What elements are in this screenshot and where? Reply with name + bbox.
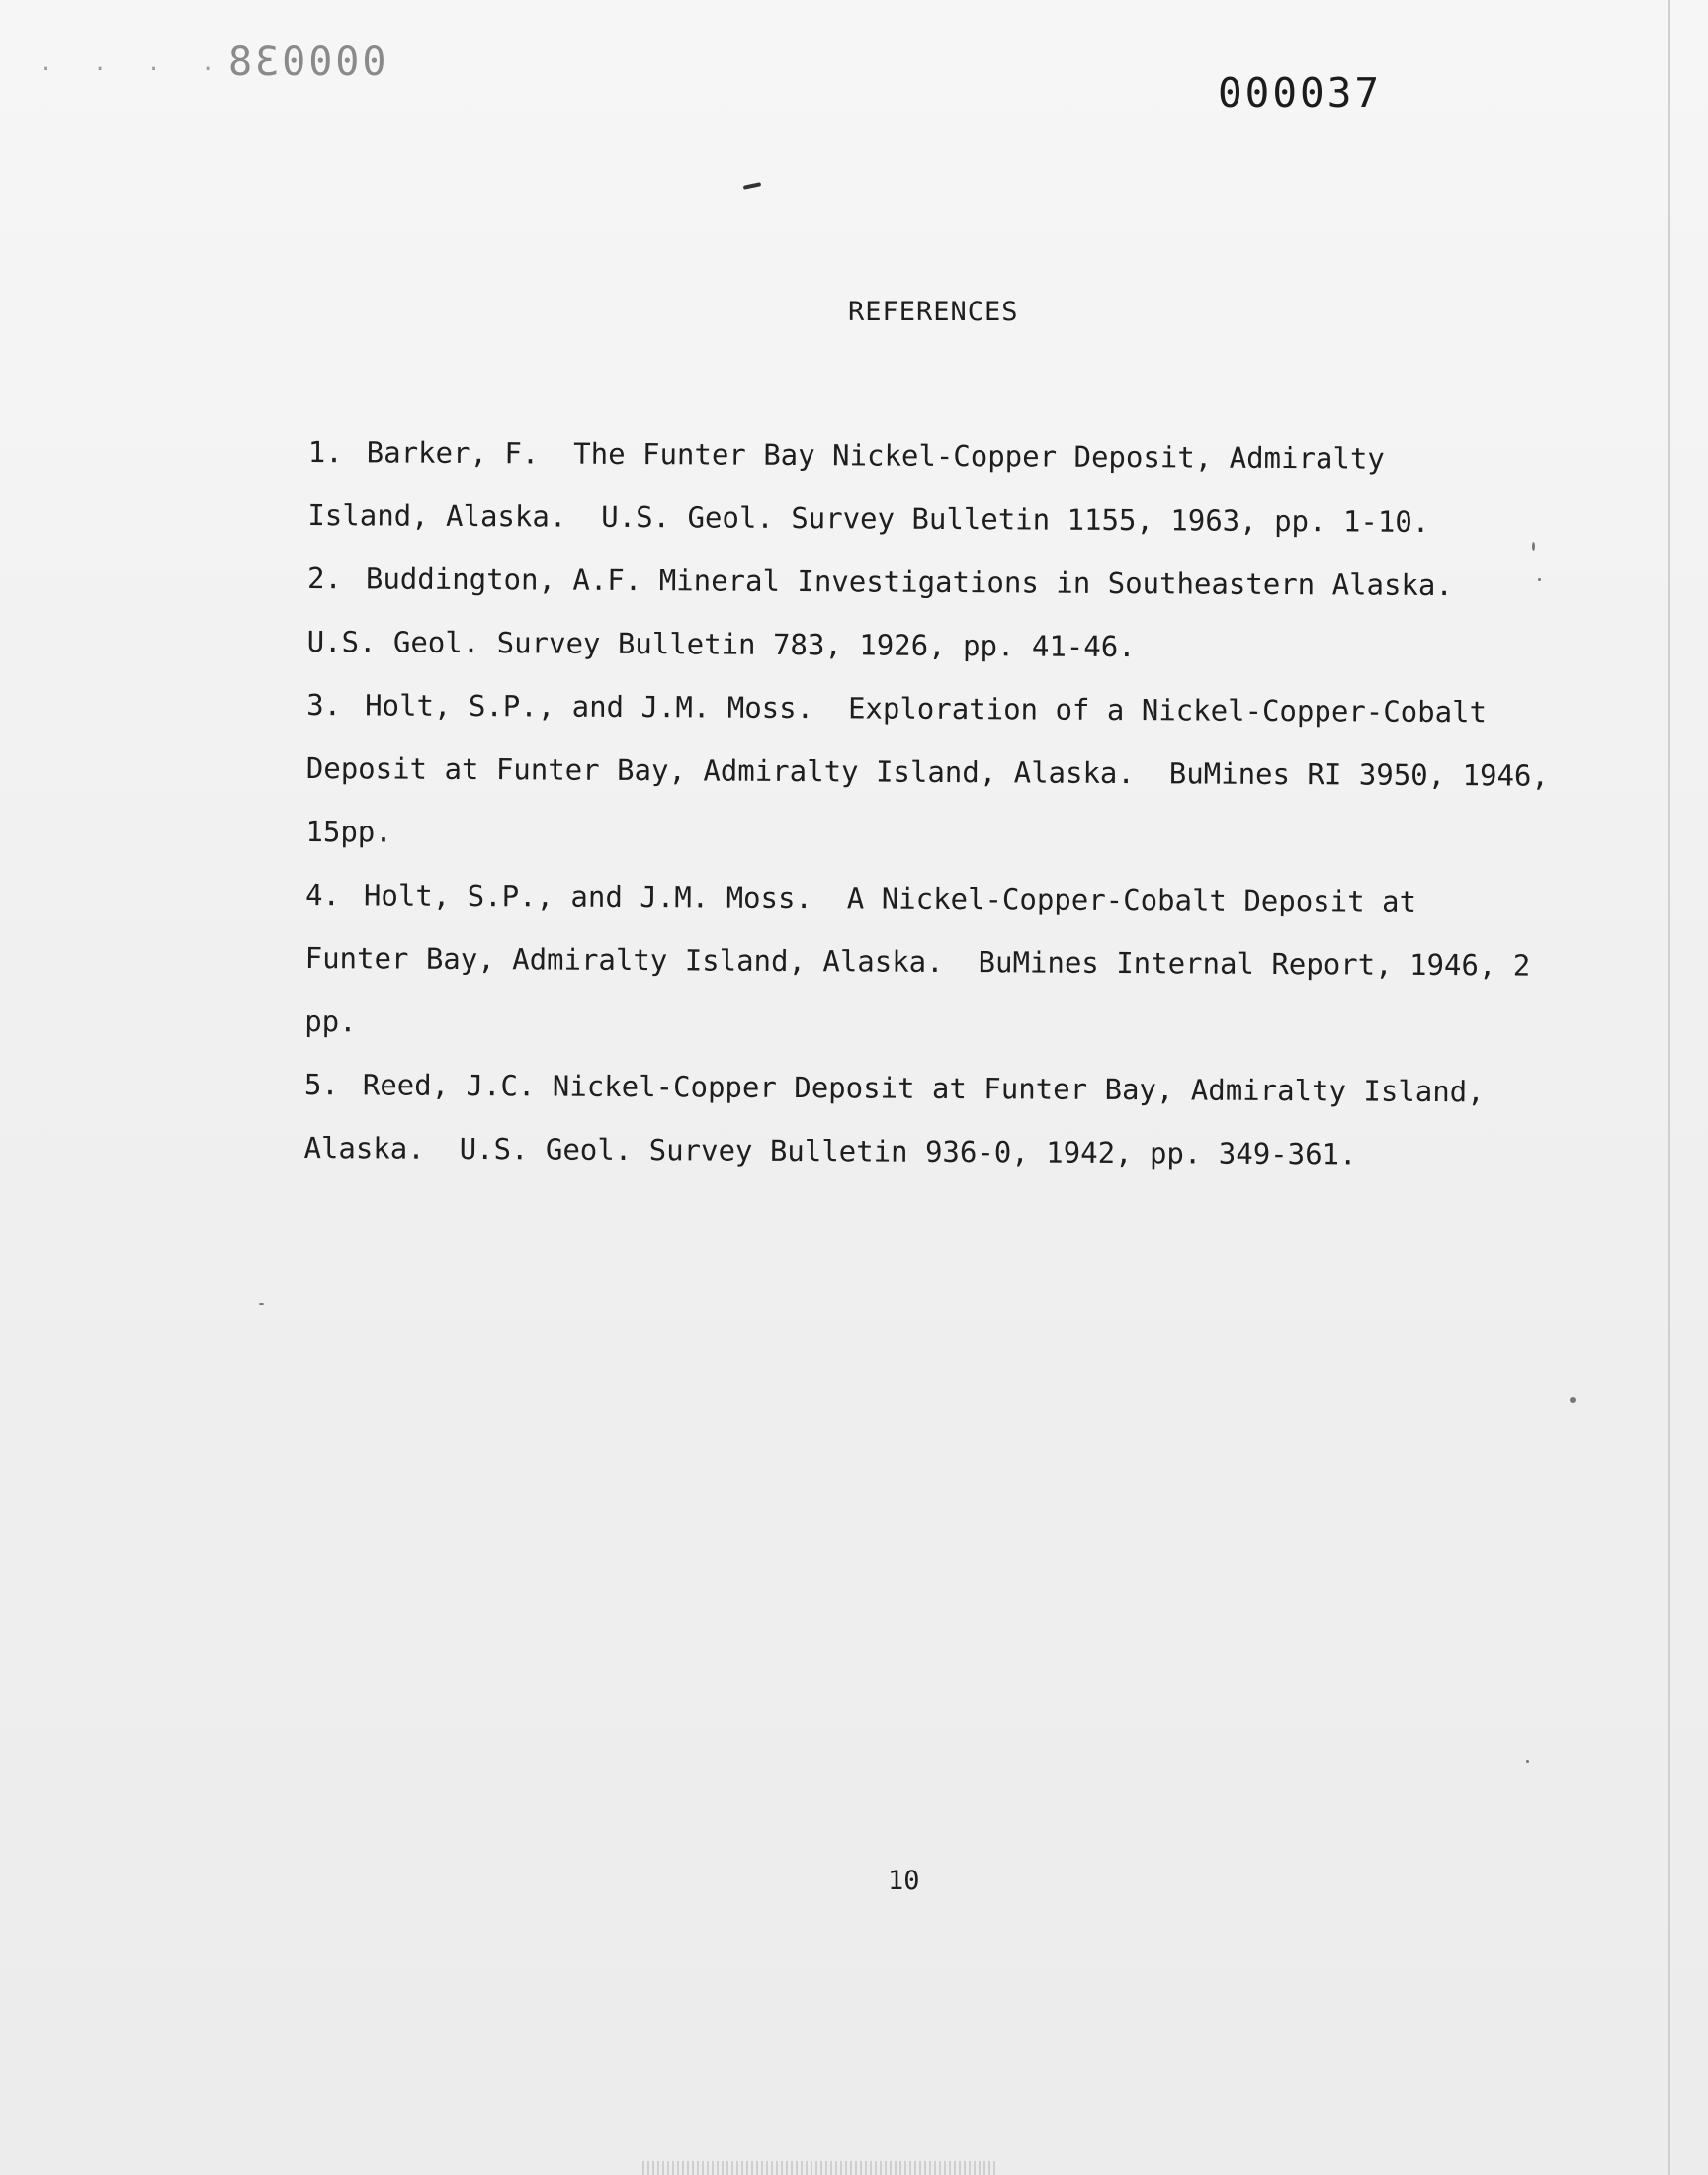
doc-number: 000037 xyxy=(1218,69,1383,117)
speck xyxy=(1526,1760,1529,1763)
reference-number: 2. xyxy=(306,561,343,596)
reference-text: Barker, F. The Funter Bay Nickel-Copper Deposit, Admiralty xyxy=(366,435,1385,476)
reference-text: 15pp. xyxy=(305,814,392,849)
reference-line xyxy=(306,673,1512,743)
reference-text: Alaska. U.S. Geol. Survey Bulletin 936-0, 1942, pp. 349-361. xyxy=(303,1130,1357,1172)
reference-text: U.S. Geol. Survey Bulletin 783, 1926, pp. 41-46. xyxy=(306,624,1136,664)
reference-number: 3. xyxy=(306,687,342,723)
speck xyxy=(1538,578,1541,581)
reference-line xyxy=(307,547,1513,617)
reference-line xyxy=(308,420,1514,490)
page-heading: REFERENCES xyxy=(848,297,1019,327)
reference-item xyxy=(307,420,1514,554)
reference-number: 4. xyxy=(304,877,341,913)
reference-text: Reed, J.C. Nickel-Copper Deposit at Funter Bay, Admiralty Island, xyxy=(362,1068,1485,1109)
speck xyxy=(1532,542,1535,551)
reference-line xyxy=(303,1116,1509,1186)
reference-line xyxy=(306,610,1512,680)
reference-item xyxy=(303,1053,1510,1186)
reference-text: Buddington, A.F. Mineral Investigations in Southeastern Alaska. xyxy=(365,562,1453,603)
reference-line xyxy=(305,863,1511,933)
page-number: 10 xyxy=(888,1866,920,1896)
page-edge xyxy=(1668,0,1670,2175)
reference-number: 5. xyxy=(303,1067,339,1102)
scan-artifact xyxy=(642,2161,998,2175)
reference-text: Funter Bay, Admiralty Island, Alaska. BuMines Internal Report, 1946, 2 xyxy=(304,940,1531,983)
reference-item xyxy=(304,863,1531,1060)
reference-text: Holt, S.P., and J.M. Moss. Exploration of a Nickel-Copper-Cobalt xyxy=(365,688,1488,730)
reference-list xyxy=(303,420,1550,1186)
scan-artifact-dots: · · · · xyxy=(40,57,228,82)
reference-line xyxy=(305,800,1511,870)
reference-line xyxy=(304,1053,1510,1123)
reference-item xyxy=(306,547,1513,680)
reference-text: Deposit at Funter Bay, Admiralty Island, Alaska. BuMines RI 3950, 1946, xyxy=(305,750,1550,793)
reference-text: Holt, S.P., and J.M. Moss. A Nickel-Copper-Cobalt Deposit at xyxy=(363,878,1417,918)
reference-item xyxy=(305,673,1550,870)
reference-line xyxy=(305,737,1550,807)
reference-number: 1. xyxy=(307,434,343,470)
reference-text: pp. xyxy=(304,1003,357,1039)
speck xyxy=(1570,1397,1576,1403)
bleed-through-doc-number: 000038 xyxy=(225,40,386,85)
speck xyxy=(259,1303,264,1305)
reference-line xyxy=(307,483,1513,554)
reference-line xyxy=(304,990,1510,1060)
reference-line xyxy=(304,926,1531,997)
ink-smudge xyxy=(743,182,761,190)
reference-text: Island, Alaska. U.S. Geol. Survey Bulletin 1155, 1963, pp. 1-10. xyxy=(307,497,1430,539)
